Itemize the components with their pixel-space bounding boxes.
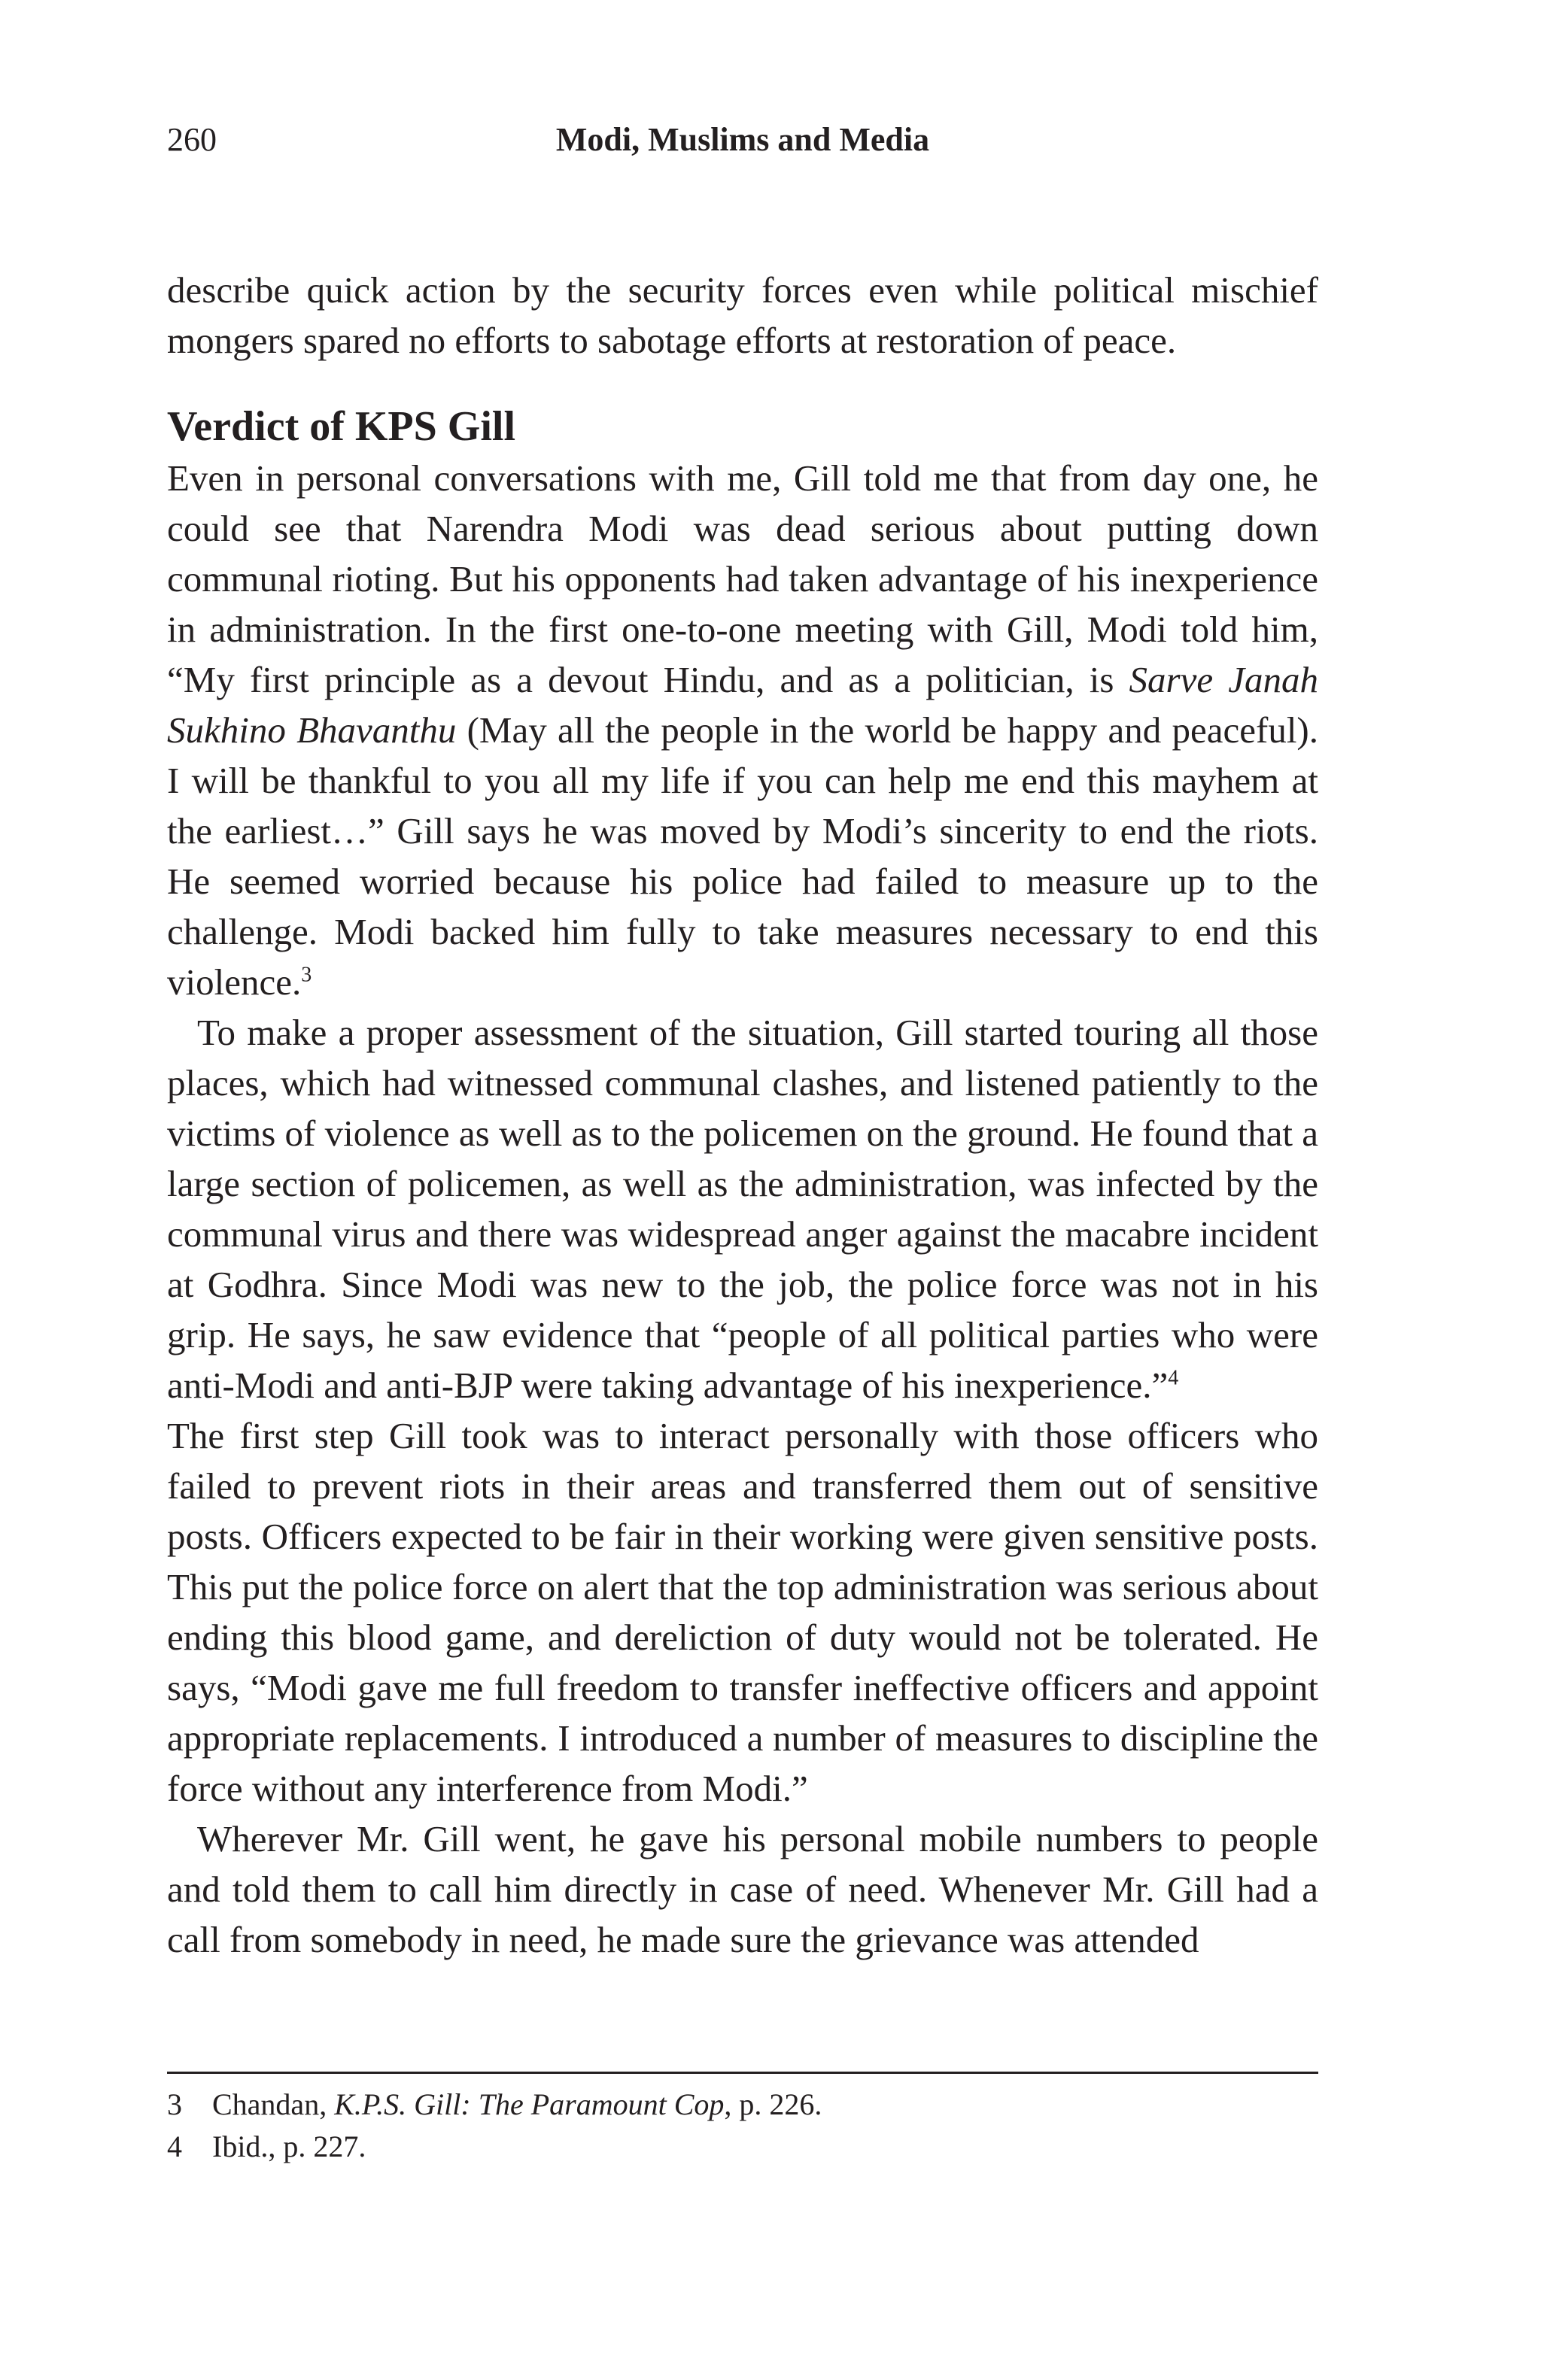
footnote-text-prefix: Chandan, bbox=[212, 2087, 335, 2121]
footnote-title-italic: K.P.S. Gill: The Paramount Cop bbox=[334, 2087, 725, 2121]
footnote-ref-3: 3 bbox=[301, 963, 312, 987]
paragraph-3: The first step Gill took was to interact personally with those officers who failed to prevent riots in their areas and transferred them out of sensitive posts. Officers expected to be fair in their working were given sensitive posts. This put the police force on alert that the top administration was serious about ending this blood game, and dereliction of duty would not be tolerated. He says, “Modi gave me full freedom to transfer ineffective officers and appoint appropriate replacements. I introduced a number of measures to discipline the force without any interference from Modi.” bbox=[167, 1415, 1318, 1809]
footnote-text bbox=[212, 2126, 366, 2168]
book-title: Modi, Muslims and Media bbox=[555, 121, 930, 158]
footnote-text bbox=[212, 2084, 822, 2126]
footnote bbox=[167, 2126, 1318, 2168]
paragraph-2-text: To make a proper assessment of the situation, Gill started touring all those places, which had witnessed communal clashes, and listened patiently to the victims of violence as well as to the policemen on the ground. He found that a large section of policemen, as well as the administration, was infected by the communal virus and there was widespread anger against the macabre incident at Godhra. Since Modi was new to the job, the police force was not in his grip. He says, he saw evidence that “people of all political parties who were anti-Modi and anti-BJP were taking advantage of his inexperience.” bbox=[167, 1012, 1318, 1406]
footnote-number: 3 bbox=[167, 2087, 182, 2121]
footnote-ref-4: 4 bbox=[1168, 1366, 1179, 1390]
page-number: 260 bbox=[167, 121, 217, 158]
paragraph-1 bbox=[167, 453, 1318, 1007]
paragraph-4: Wherever Mr. Gill went, he gave his personal mobile numbers to people and told them to call him directly in case of need. Whenever Mr. Gill had a call from somebody in need, he made sure the grievance was attended bbox=[167, 1818, 1318, 1960]
footnote-number: 4 bbox=[167, 2130, 182, 2163]
running-head bbox=[167, 117, 1318, 162]
continuation-paragraph: describe quick action by the security forces even while political mischief mongers spared no efforts to sabotage efforts at restoration of peace. bbox=[167, 269, 1318, 361]
paragraph-1-text-a: Even in personal conversations with me, Gill told me that from day one, he could see that Narendra Modi was dead serious about putting down communal rioting. But his opponents had taken advantage of his inexperience in administration. In the first one-to-one meeting with Gill, Modi told him, “My first principle as a devout Hindu, and as a politician, is bbox=[167, 457, 1318, 700]
footnote-divider bbox=[167, 2072, 1318, 2074]
footnote-text-suffix: , p. 226. bbox=[724, 2087, 822, 2121]
footnotes bbox=[167, 2084, 1318, 2168]
footnote-text-prefix: Ibid., p. 227. bbox=[212, 2130, 366, 2163]
section-heading: Verdict of KPS Gill bbox=[167, 403, 516, 450]
body-text bbox=[167, 265, 1318, 1965]
footnote bbox=[167, 2084, 1318, 2126]
paragraph-1-italic-phrase: Sarve Janah Sukhino Bhavanthu bbox=[167, 659, 1318, 751]
paragraph-1-text-b: (May all the people in the world be happy and peaceful). I will be thankful to you all my life if you can help me end this mayhem at the earliest…” Gill says he was moved by Modi’s sincerity to end the riots. He seemed worried because his police had failed to measure up to the challenge. Modi backed him fully to take measures necessary to end this violence. bbox=[167, 709, 1318, 1003]
paragraph-2 bbox=[167, 1007, 1318, 1410]
